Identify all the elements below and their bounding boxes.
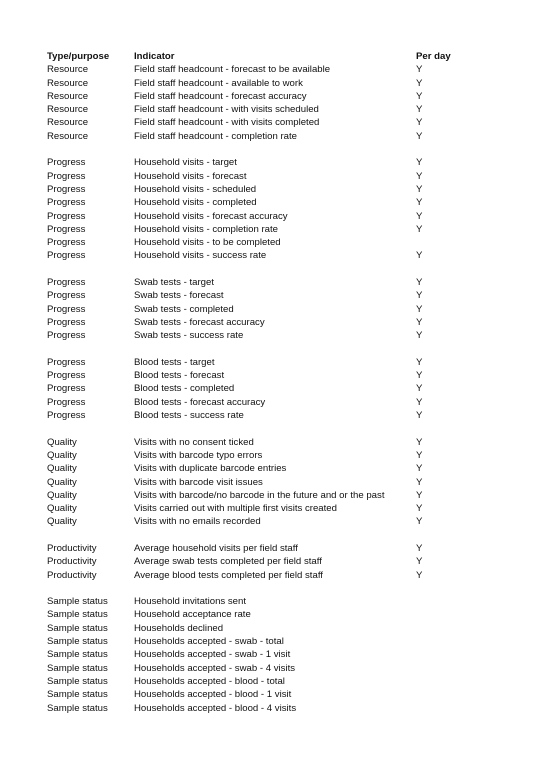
indicator-cell: Field staff headcount - forecast accuracy — [134, 90, 307, 102]
table-row — [47, 369, 507, 382]
table-row — [47, 156, 507, 169]
per-day-cell: Y — [416, 489, 423, 501]
type-cell: Progress — [47, 157, 86, 169]
type-cell: Progress — [47, 316, 86, 328]
table-row — [47, 210, 507, 223]
type-cell: Resource — [47, 130, 89, 142]
type-cell: Quality — [47, 476, 77, 488]
type-cell: Progress — [47, 170, 86, 182]
indicator-cell: Household visits - scheduled — [134, 183, 257, 195]
indicator-cell: Swab tests - forecast accuracy — [134, 316, 265, 328]
indicator-cell: Visits with no consent ticked — [134, 436, 254, 448]
per-day-cell: Y — [416, 436, 423, 448]
indicator-cell: Household invitations sent — [134, 596, 246, 608]
type-cell: Quality — [47, 463, 77, 475]
per-day-cell: Y — [416, 77, 423, 89]
per-day-cell: Y — [416, 449, 423, 461]
indicator-cell: Visits with duplicate barcode entries — [134, 463, 287, 475]
table-row — [47, 289, 507, 302]
indicator-cell: Average blood tests completed per field staff — [134, 569, 323, 581]
type-cell: Sample status — [47, 702, 108, 714]
indicator-cell: Blood tests - success rate — [134, 410, 244, 422]
per-day-cell: Y — [416, 316, 423, 328]
table-row — [47, 90, 507, 103]
per-day-cell: Y — [416, 330, 423, 342]
table-row — [47, 196, 507, 209]
table-row — [47, 223, 507, 236]
per-day-cell: Y — [416, 516, 423, 528]
per-day-cell: Y — [416, 170, 423, 182]
indicator-cell: Households accepted - swab - 1 visit — [134, 649, 291, 661]
type-cell: Sample status — [47, 662, 108, 674]
indicator-cell: Blood tests - target — [134, 356, 215, 368]
table-row — [47, 555, 507, 568]
type-cell: Resource — [47, 77, 89, 89]
table-row — [47, 608, 507, 621]
indicator-cell: Blood tests - completed — [134, 383, 235, 395]
type-cell: Progress — [47, 303, 86, 315]
per-day-cell: Y — [416, 117, 423, 129]
table-row — [47, 130, 507, 143]
per-day-cell: Y — [416, 183, 423, 195]
table-row — [47, 183, 507, 196]
indicator-cell: Households accepted - swab - total — [134, 636, 284, 648]
indicator-cell: Households accepted - blood - 4 visits — [134, 702, 297, 714]
per-day-cell: Y — [416, 104, 423, 116]
type-cell: Sample status — [47, 609, 108, 621]
table-row — [47, 595, 507, 608]
type-cell: Progress — [47, 277, 86, 289]
type-cell: Sample status — [47, 596, 108, 608]
indicator-cell: Swab tests - success rate — [134, 330, 244, 342]
table-row — [47, 635, 507, 648]
table-row — [47, 356, 507, 369]
indicator-cell: Field staff headcount - completion rate — [134, 130, 298, 142]
indicator-cell: Household visits - success rate — [134, 250, 267, 262]
indicator-cell: Household acceptance rate — [134, 609, 251, 621]
per-day-cell: Y — [416, 542, 423, 554]
indicator-cell: Visits carried out with multiple first visits created — [134, 503, 337, 515]
table-row — [47, 675, 507, 688]
indicator-cell: Field staff headcount - available to work — [134, 77, 303, 89]
indicator-cell: Blood tests - forecast — [134, 370, 225, 382]
indicator-table — [47, 50, 507, 715]
table-row — [47, 63, 507, 76]
type-cell: Resource — [47, 64, 89, 76]
per-day-cell: Y — [416, 396, 423, 408]
table-row — [47, 476, 507, 489]
indicator-cell: Average household visits per field staff — [134, 542, 298, 554]
type-cell: Progress — [47, 237, 86, 249]
indicator-cell: Households accepted - blood - total — [134, 675, 285, 687]
type-cell: Resource — [47, 104, 89, 116]
table-row — [47, 648, 507, 661]
table-row — [47, 170, 507, 183]
indicator-cell: Household visits - completion rate — [134, 223, 278, 235]
row-spacer — [47, 422, 507, 435]
per-day-cell: Y — [416, 476, 423, 488]
indicator-cell: Field staff headcount - with visits completed — [134, 117, 320, 129]
indicator-cell: Visits with barcode visit issues — [134, 476, 263, 488]
type-cell: Progress — [47, 290, 86, 302]
table-row — [47, 236, 507, 249]
header-indicator: Indicator — [134, 51, 175, 62]
indicator-cell: Field staff headcount - forecast to be available — [134, 64, 331, 76]
indicator-cell: Blood tests - forecast accuracy — [134, 396, 266, 408]
indicator-cell: Households accepted - swab - 4 visits — [134, 662, 296, 674]
type-cell: Sample status — [47, 649, 108, 661]
table-row — [47, 436, 507, 449]
per-day-cell: Y — [416, 503, 423, 515]
table-row — [47, 542, 507, 555]
type-cell: Progress — [47, 330, 86, 342]
indicator-cell: Households accepted - blood - 1 visit — [134, 689, 292, 701]
indicator-cell: Swab tests - target — [134, 277, 214, 289]
row-spacer — [47, 529, 507, 542]
row-spacer — [47, 582, 507, 595]
type-cell: Quality — [47, 449, 77, 461]
table-row — [47, 329, 507, 342]
type-cell: Quality — [47, 436, 77, 448]
type-cell: Progress — [47, 210, 86, 222]
per-day-cell: Y — [416, 64, 423, 76]
indicator-cell: Household visits - target — [134, 157, 237, 169]
row-spacer — [47, 143, 507, 156]
type-cell: Progress — [47, 250, 86, 262]
type-cell: Productivity — [47, 556, 97, 568]
type-cell: Progress — [47, 356, 86, 368]
per-day-cell: Y — [416, 223, 423, 235]
row-spacer — [47, 263, 507, 276]
per-day-cell: Y — [416, 383, 423, 395]
indicator-cell: Swab tests - forecast — [134, 290, 224, 302]
indicator-cell: Field staff headcount - with visits scheduled — [134, 104, 319, 116]
per-day-cell: Y — [416, 277, 423, 289]
table-row — [47, 489, 507, 502]
table-row — [47, 688, 507, 701]
indicator-cell: Household visits - completed — [134, 197, 257, 209]
indicator-cell: Household visits - forecast — [134, 170, 247, 182]
indicator-cell: Households declined — [134, 622, 224, 634]
type-cell: Sample status — [47, 636, 108, 648]
type-cell: Progress — [47, 197, 86, 209]
table-row — [47, 316, 507, 329]
table-row — [47, 515, 507, 528]
header-per-day: Per day — [416, 51, 451, 62]
type-cell: Progress — [47, 223, 86, 235]
indicator-cell: Visits with no emails recorded — [134, 516, 261, 528]
indicator-cell: Swab tests - completed — [134, 303, 234, 315]
table-row — [47, 396, 507, 409]
per-day-cell: Y — [416, 569, 423, 581]
table-row — [47, 249, 507, 262]
indicator-cell: Average swab tests completed per field staff — [134, 556, 322, 568]
type-cell: Resource — [47, 90, 89, 102]
type-cell: Progress — [47, 183, 86, 195]
indicator-cell: Visits with barcode typo errors — [134, 449, 263, 461]
table-row — [47, 409, 507, 422]
indicator-cell: Household visits - forecast accuracy — [134, 210, 288, 222]
header-type-purpose: Type/purpose — [47, 51, 110, 62]
table-row — [47, 569, 507, 582]
table-row — [47, 622, 507, 635]
table-row — [47, 77, 507, 90]
type-cell: Quality — [47, 489, 77, 501]
type-cell: Sample status — [47, 675, 108, 687]
table-row — [47, 303, 507, 316]
type-cell: Quality — [47, 503, 77, 515]
per-day-cell: Y — [416, 303, 423, 315]
table-row — [47, 662, 507, 675]
type-cell: Progress — [47, 396, 86, 408]
per-day-cell: Y — [416, 410, 423, 422]
type-cell: Progress — [47, 410, 86, 422]
per-day-cell: Y — [416, 356, 423, 368]
type-cell: Quality — [47, 516, 77, 528]
table-row — [47, 103, 507, 116]
type-cell: Productivity — [47, 569, 97, 581]
per-day-cell: Y — [416, 130, 423, 142]
type-cell: Resource — [47, 117, 89, 129]
per-day-cell: Y — [416, 250, 423, 262]
per-day-cell: Y — [416, 90, 423, 102]
table-row — [47, 502, 507, 515]
per-day-cell: Y — [416, 463, 423, 475]
table-header-row — [47, 50, 507, 63]
indicator-cell: Visits with barcode/no barcode in the future and or the past — [134, 489, 385, 501]
table-row — [47, 276, 507, 289]
type-cell: Sample status — [47, 622, 108, 634]
per-day-cell: Y — [416, 210, 423, 222]
table-row — [47, 449, 507, 462]
row-spacer — [47, 343, 507, 356]
per-day-cell: Y — [416, 197, 423, 209]
table-row — [47, 462, 507, 475]
type-cell: Progress — [47, 383, 86, 395]
indicator-cell: Household visits - to be completed — [134, 237, 281, 249]
per-day-cell: Y — [416, 370, 423, 382]
type-cell: Progress — [47, 370, 86, 382]
per-day-cell: Y — [416, 290, 423, 302]
per-day-cell: Y — [416, 556, 423, 568]
table-row — [47, 702, 507, 715]
type-cell: Sample status — [47, 689, 108, 701]
type-cell: Productivity — [47, 542, 97, 554]
table-row — [47, 382, 507, 395]
per-day-cell: Y — [416, 157, 423, 169]
table-row — [47, 116, 507, 129]
